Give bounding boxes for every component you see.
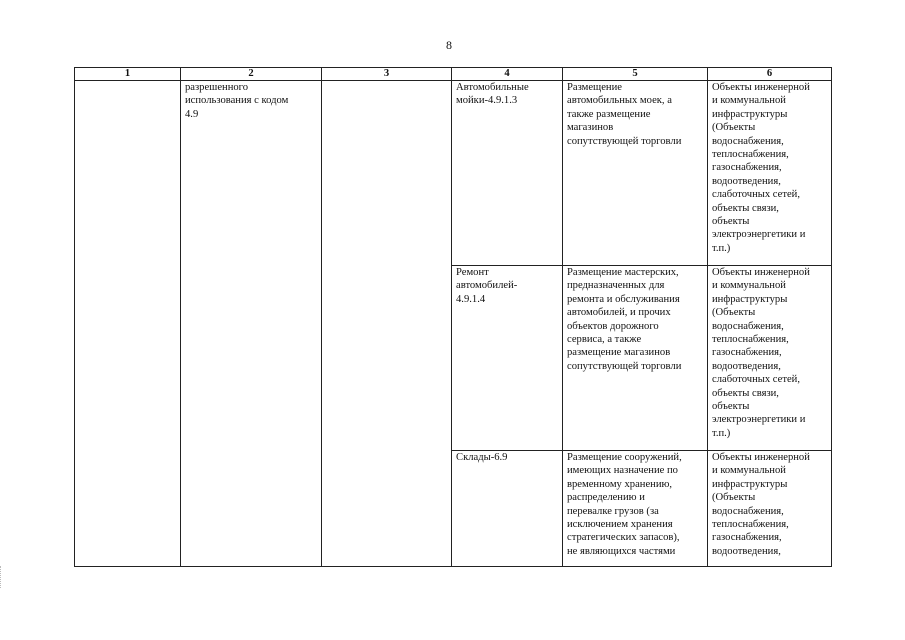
header-col-6: 6 (708, 68, 832, 81)
header-col-2: 2 (181, 68, 322, 81)
header-col-3: 3 (322, 68, 452, 81)
auxiliary-use-cell: Объекты инженерной и коммунальной инфраструктуры (Объекты водоснабжения, теплоснабжения, газоснабжения, водоотведения, слаботочных сетей, объекты связи, объекты электроэнергетики и т.п.) (708, 81, 832, 266)
auxiliary-use-cell: Объекты инженерной и коммунальной инфраструктуры (Объекты водоснабжения, теплоснабжения, газоснабжения, водоотведения, (708, 451, 832, 567)
header-col-4: 4 (452, 68, 563, 81)
description-cell: Размещение мастерских, предназначенных для ремонта и обслуживания автомобилей, и прочих объектов дорожного сервиса, а также размещение магазинов сопутствующей торговли (563, 266, 708, 451)
land-use-table (74, 67, 832, 567)
auxiliary-use-cell: Объекты инженерной и коммунальной инфраструктуры (Объекты водоснабжения, теплоснабжения, газоснабжения, водоотведения, слаботочных сетей, объекты связи, объекты электроэнергетики и т.п.) (708, 266, 832, 451)
description-cell: Размещение сооружений, имеющих назначение по временному хранению, распределению и перевалке грузов (за исключением хранения стратегических запасов), не являющихся частями (563, 451, 708, 567)
description-cell: Размещение автомобильных моек, а также размещение магазинов сопутствующей торговли (563, 81, 708, 266)
col3-merged-cell (322, 81, 452, 567)
scan-edge-mark (0, 566, 4, 588)
col1-merged-cell (75, 81, 181, 567)
use-type-cell: Склады-6.9 (452, 451, 563, 567)
page-number: 8 (446, 38, 452, 52)
header-col-5: 5 (563, 68, 708, 81)
table-row (75, 81, 832, 266)
use-type-cell: Автомобильные мойки-4.9.1.3 (452, 81, 563, 266)
use-type-cell: Ремонт автомобилей- 4.9.1.4 (452, 266, 563, 451)
header-row (75, 68, 832, 81)
header-col-1: 1 (75, 68, 181, 81)
col2-merged-cell: разрешенного использования с кодом 4.9 (181, 81, 322, 567)
